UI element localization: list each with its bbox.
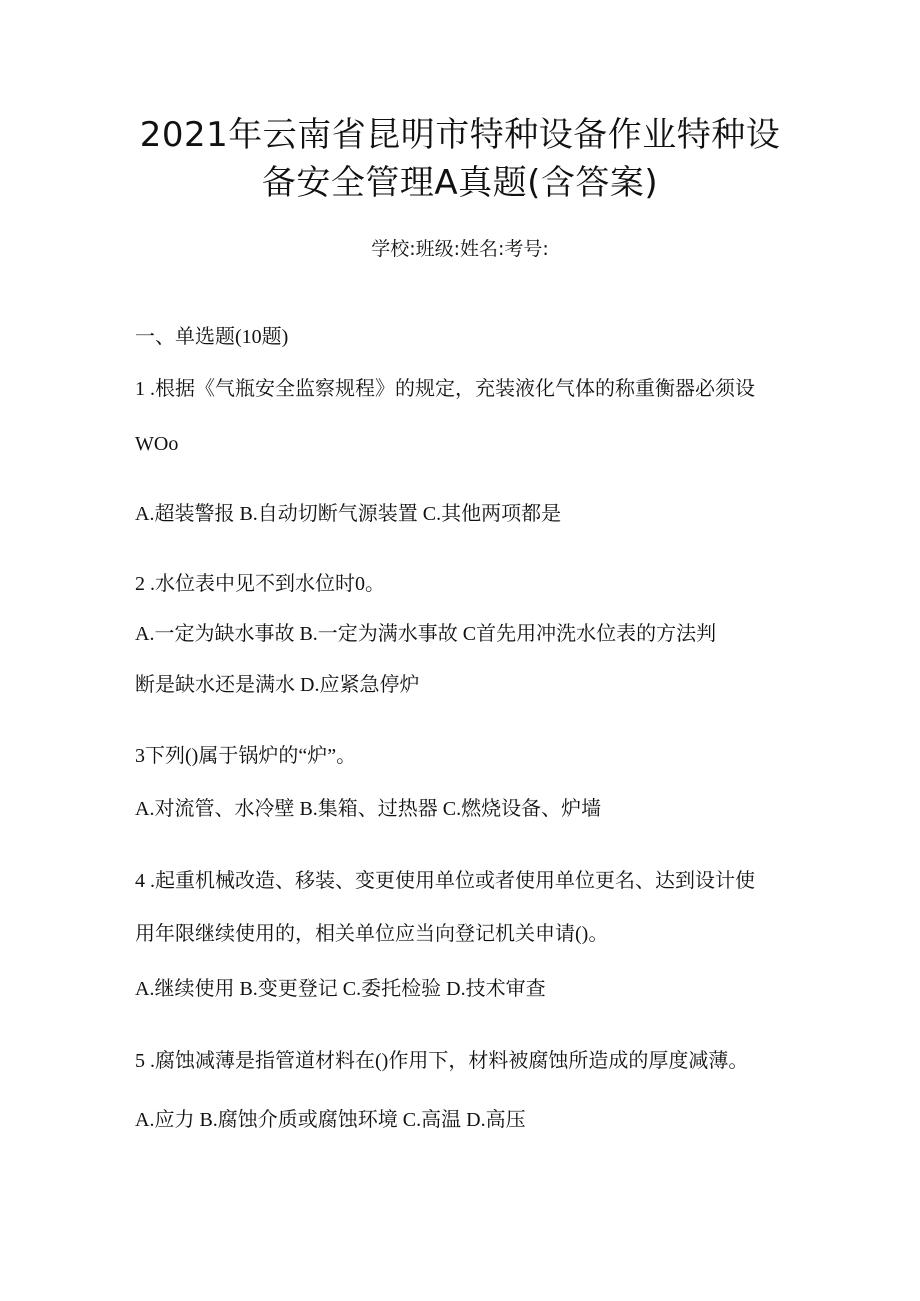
question-2-options: A.一定为缺水事故 B.一定为满水事故 C首先用冲洗水位表的方法判: [135, 623, 717, 645]
question-4-options: A.继续使用 B.变更登记 C.委托检验 D.技术审查: [135, 978, 546, 1000]
document-title-line-2: 备安全管理A真题(含答案): [261, 163, 659, 203]
student-info-fields: 学校:班级:姓名:考号:: [371, 238, 549, 260]
question-1-text: 1 .根据《气瓶安全监察规程》的规定，充装液化气体的称重衡器必须设: [135, 378, 755, 400]
question-2-options-continued: 断是缺水还是满水 D.应紧急停炉: [135, 674, 420, 696]
question-1-options: A.超装警报 B.自动切断气源装置 C.其他两项都是: [135, 503, 562, 525]
question-1-text-continued: WOo: [135, 433, 179, 455]
question-5-options: A.应力 B.腐蚀介质或腐蚀环境 C.高温 D.高压: [135, 1109, 526, 1131]
question-4-text: 4 .起重机械改造、移装、变更使用单位或者使用单位更名、达到设计使: [135, 870, 755, 892]
section-heading: 一、单选题(10题): [135, 326, 289, 348]
question-4-text-continued: 用年限继续使用的，相关单位应当向登记机关申请()。: [135, 923, 609, 945]
question-3-options: A.对流管、水冷壁 B.集箱、过热器 C.燃烧设备、炉墙: [135, 798, 602, 820]
question-2-text: 2 .水位表中见不到水位时0。: [135, 573, 385, 595]
document-title-line-1: 2021年云南省昆明市特种设备作业特种设: [139, 115, 781, 155]
question-5-text: 5 .腐蚀减薄是指管道材料在()作用下，材料被腐蚀所造成的厚度减薄。: [135, 1050, 749, 1072]
question-3-text: 3下列()属于锅炉的“炉”。: [135, 745, 357, 767]
